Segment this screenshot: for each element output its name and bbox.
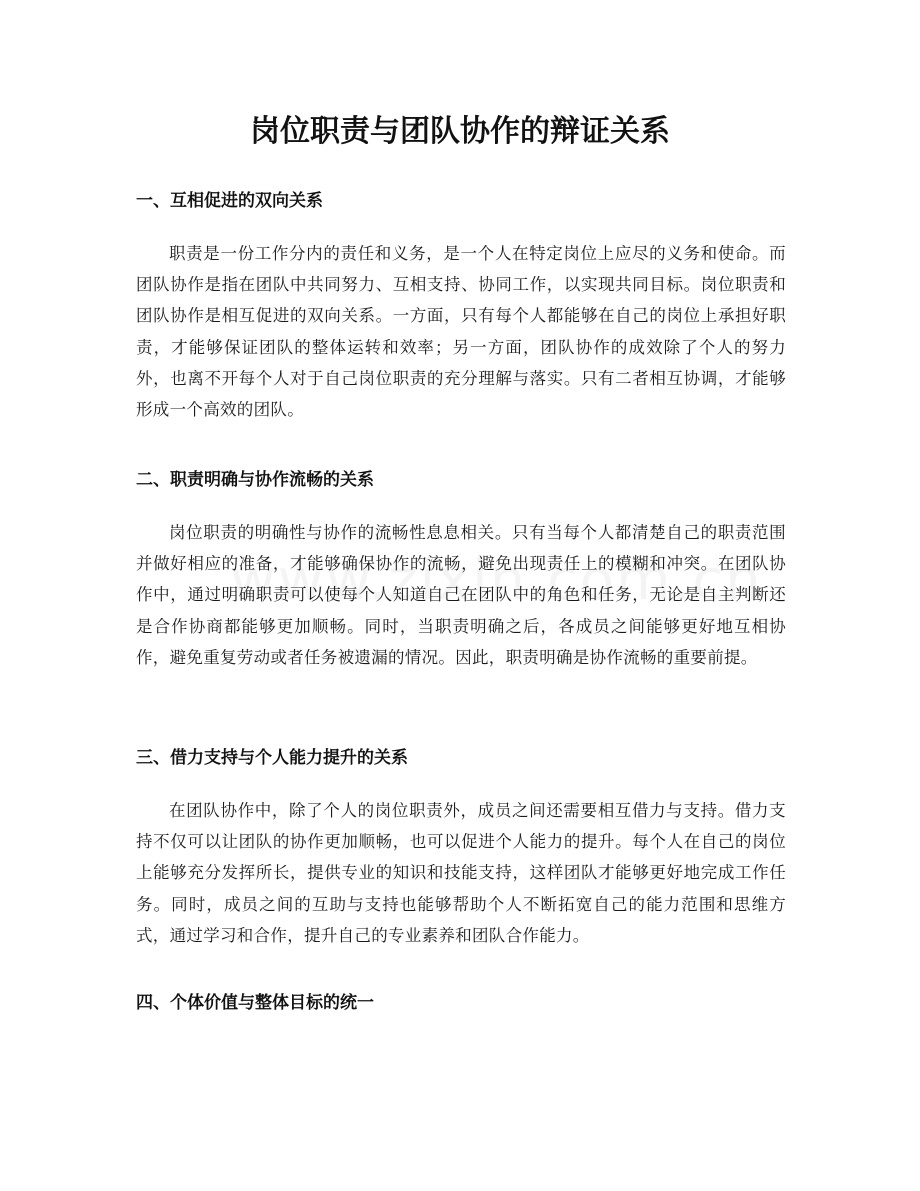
section-paragraph: 岗位职责的明确性与协作的流畅性息息相关。只有当每个人都清楚自己的职责范围并做好相应的准备，才能够确保协作的流畅，避免出现责任上的模糊和冲突。在团队协作中，通过明确职责可以使每个人知道自己在团队中的角色和任务，无论是自主判断还是合作协商都能够更加顺畅。同时，当职责明确之后，各成员之间能够更好地互相协作，避免重复劳动或者任务被遗漏的情况。因此，职责明确是协作流畅的重要前提。 <box>136 523 786 667</box>
section-heading: 一、互相促进的双向关系 <box>136 191 323 211</box>
section-1 <box>136 188 786 425</box>
section-heading: 四、个体价值与整体目标的统一 <box>136 993 374 1013</box>
section-paragraph: 职责是一份工作分内的责任和义务，是一个人在特定岗位上应尽的义务和使命。而团队协作是指在团队中共同努力、互相支持、协同工作，以实现共同目标。岗位职责和团队协作是相互促进的双向关系。一方面，只有每个人都能够在自己的岗位上承担好职责，才能够保证团队的整体运转和效率；另一方面，团队协作的成效除了个人的努力外，也离不开每个人对于自己岗位职责的充分理解与落实。只有二者相互协调，才能够形成一个高效的团队。 <box>136 244 786 420</box>
section-paragraph: 在团队协作中，除了个人的岗位职责外，成员之间还需要相互借力与支持。借力支持不仅可以让团队的协作更加顺畅，也可以促进个人能力的提升。每个人在自己的岗位上能够充分发挥所长，提供专业的知识和技能支持，这样团队才能够更好地完成工作任务。同时，成员之间的互助与支持也能够帮助个人不断拓宽自己的能力范围和思维方式，通过学习和合作，提升自己的专业素养和团队合作能力。 <box>136 801 786 945</box>
section-2 <box>136 467 786 673</box>
section-heading: 二、职责明确与协作流畅的关系 <box>136 470 374 490</box>
section-heading: 三、借力支持与个人能力提升的关系 <box>136 748 408 768</box>
section-3 <box>136 745 786 951</box>
section-4 <box>136 990 786 1016</box>
document-title: 岗位职责与团队协作的辩证关系 <box>250 114 670 149</box>
